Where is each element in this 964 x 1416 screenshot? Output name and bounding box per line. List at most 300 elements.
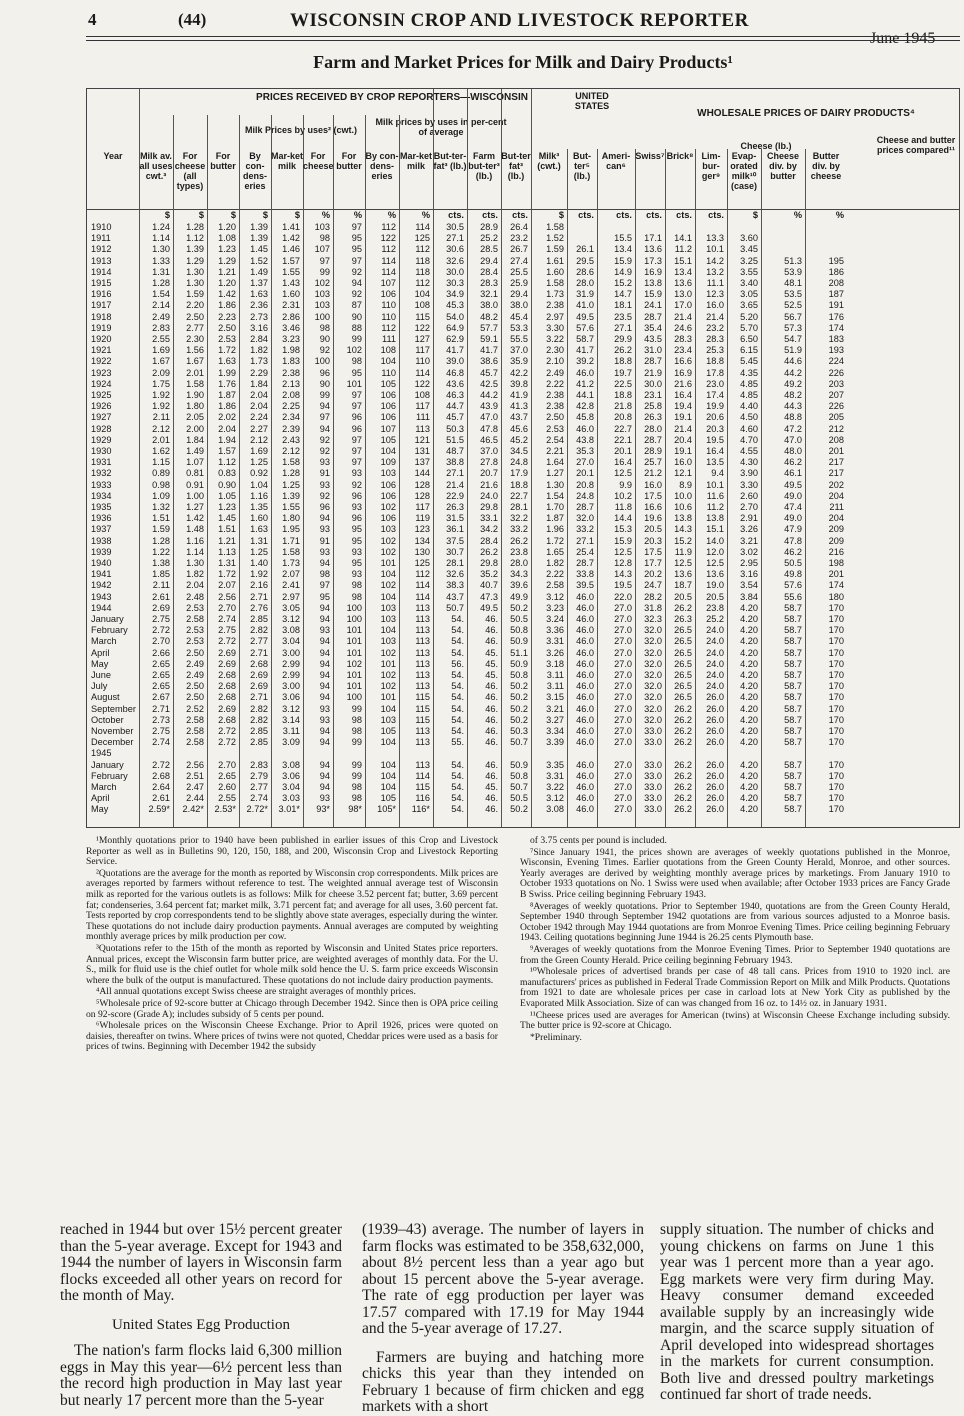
- table-cell: 109: [380, 457, 396, 468]
- table-cell: 183: [828, 334, 844, 344]
- table-cell: 2.56: [186, 759, 204, 770]
- header-divider: [531, 89, 532, 209]
- table-cell: 33.0: [644, 737, 662, 748]
- table-row: [87, 704, 959, 714]
- table-cell: 131: [414, 446, 430, 456]
- table-cell: 1.28: [152, 535, 170, 546]
- table-cell: 16.4: [674, 390, 692, 400]
- table-cell: 26.5: [674, 647, 692, 658]
- table-cell: 2.73: [152, 714, 170, 725]
- row-label: 1912: [91, 244, 112, 255]
- table-cell: 6.15: [740, 345, 758, 356]
- table-row: [87, 379, 959, 389]
- table-cell: 9.9: [619, 479, 632, 490]
- table-cell: 170: [828, 658, 844, 669]
- table-cell: 94: [319, 770, 330, 781]
- table-cell: 98: [351, 580, 362, 591]
- table-cell: 39.5: [576, 580, 594, 591]
- table-cell: 20.2: [644, 569, 662, 580]
- table-cell: 1.42: [218, 289, 236, 300]
- table-cell: 44.1: [576, 390, 594, 400]
- table-cell: 32.6: [446, 569, 464, 580]
- column-header: Brick⁸: [666, 151, 694, 161]
- table-cell: 33.0: [644, 782, 662, 792]
- table-cell: 53.5: [784, 289, 802, 300]
- table-cell: 17.1: [644, 233, 662, 244]
- table-cell: 47.8: [480, 423, 498, 434]
- table-cell: 1.62: [152, 446, 170, 456]
- table-cell: 170: [828, 804, 844, 815]
- table-cell: 26.2: [674, 726, 692, 736]
- table-cell: 2.55: [152, 334, 170, 344]
- table-cell: 3.54: [740, 580, 758, 591]
- row-label: 1934: [91, 490, 112, 501]
- row-label: 1927: [91, 412, 112, 423]
- table-cell: 1.28: [186, 222, 204, 232]
- table-cell: 26.2: [674, 703, 692, 714]
- table-cell: 97: [351, 255, 362, 266]
- row-label: February: [91, 625, 128, 636]
- column-header: Butter div. by cheese: [810, 151, 842, 181]
- table-cell: 101: [346, 647, 362, 658]
- table-cell: 32.0: [644, 670, 662, 680]
- table-cell: 2.60: [740, 490, 758, 501]
- table-cell: 3.23: [546, 602, 564, 613]
- table-cell: 35.9: [510, 356, 528, 367]
- table-cell: 123: [414, 524, 430, 535]
- table-row: [87, 614, 959, 624]
- table-cell: 27.0: [614, 737, 632, 748]
- table-cell: 27.4: [510, 255, 528, 266]
- table-row: [87, 558, 959, 568]
- table-cell: 21.4: [706, 311, 724, 322]
- table-cell: 19.0: [706, 580, 724, 591]
- table-cell: 106: [380, 390, 396, 400]
- table-cell: 24.0: [706, 670, 724, 680]
- table-row: [87, 659, 959, 669]
- table-cell: 0.91: [186, 479, 204, 490]
- table-cell: 1.82: [186, 569, 204, 580]
- table-cell: 46.0: [576, 647, 594, 658]
- publication-title: WISCONSIN CROP AND LIVESTOCK REPORTER: [290, 10, 749, 31]
- table-cell: 1.58: [546, 278, 564, 288]
- table-cell: 2.67: [152, 692, 170, 703]
- column-header: By con-dens-eries: [365, 151, 399, 181]
- table-cell: 58.7: [784, 602, 802, 613]
- table-cell: 50.5: [510, 793, 528, 804]
- table-cell: 1.29: [186, 255, 204, 266]
- table-cell: 3.11: [546, 670, 564, 680]
- header-divider: [467, 89, 468, 209]
- table-cell: 26.2: [614, 345, 632, 356]
- table-cell: 1.16: [250, 490, 268, 501]
- table-cell: 1.72: [546, 535, 564, 546]
- table-cell: 1.30: [186, 266, 204, 277]
- table-cell: 226: [828, 401, 844, 412]
- table-cell: 2.82: [250, 625, 268, 636]
- table-cell: 49.9: [510, 591, 528, 602]
- table-cell: 3.05: [740, 289, 758, 300]
- table-cell: 54.: [451, 614, 464, 624]
- table-cell: 2.43: [282, 434, 300, 445]
- table-cell: 18.1: [614, 300, 632, 311]
- table-cell: 34.5: [510, 446, 528, 456]
- row-label: May: [91, 658, 109, 669]
- table-cell: 2.77: [250, 636, 268, 647]
- table-cell: 27.0: [614, 636, 632, 647]
- table-cell: 122: [414, 322, 430, 333]
- table-cell: 2.64: [152, 782, 170, 792]
- table-cell: 1.59: [152, 524, 170, 535]
- table-cell: 1.85: [152, 569, 170, 580]
- table-cell: 1.31: [152, 266, 170, 277]
- table-cell: 114: [381, 266, 396, 277]
- table-cell: 29.4: [480, 255, 498, 266]
- table-cell: 102: [380, 681, 396, 692]
- table-cell: 4.35: [740, 367, 758, 378]
- table-cell: 47.2: [784, 423, 802, 434]
- table-cell: 94: [319, 670, 330, 680]
- table-cell: 1.60: [282, 289, 300, 300]
- table-cell: 191: [828, 300, 844, 311]
- table-cell: 115: [415, 692, 430, 703]
- table-cell: 97: [319, 255, 330, 266]
- table-cell: 2.53: [186, 625, 204, 636]
- table-cell: 2.99: [282, 670, 300, 680]
- table-row: [87, 244, 959, 254]
- table-cell: 58.7: [784, 726, 802, 736]
- table-cell: 2.01: [152, 434, 170, 445]
- table-cell: 2.10: [546, 356, 564, 367]
- table-cell: 57.7: [480, 322, 498, 333]
- unit-cell: %: [387, 210, 396, 220]
- table-cell: 201: [828, 569, 844, 580]
- table-cell: 19.1: [674, 446, 692, 456]
- table-cell: 4.20: [740, 658, 758, 669]
- table-cell: 2.11: [152, 412, 170, 423]
- table-cell: 24.0: [706, 658, 724, 669]
- header-divider: [139, 89, 140, 209]
- table-cell: 1.28: [152, 278, 170, 288]
- table-cell: 54.: [451, 782, 464, 792]
- row-label: March: [91, 636, 117, 647]
- table-cell: 2.70: [740, 502, 758, 512]
- footnotes-right: [520, 836, 950, 1044]
- table-cell: 32.0: [644, 636, 662, 647]
- table-cell: 10.1: [706, 244, 724, 255]
- table-cell: 0.81: [186, 468, 204, 479]
- table-cell: 97: [351, 390, 362, 400]
- table-cell: 208: [828, 434, 844, 445]
- table-cell: 13.5: [706, 457, 724, 468]
- table-row: [87, 524, 959, 534]
- table-cell: 10.1: [706, 479, 724, 490]
- unit-cell: $: [558, 210, 564, 220]
- table-cell: 12.1: [674, 468, 692, 479]
- table-cell: 26.5: [674, 670, 692, 680]
- table-cell: 117: [415, 345, 430, 356]
- table-cell: 54.: [451, 714, 464, 725]
- table-cell: 3.23: [282, 334, 300, 344]
- table-cell: 1.61: [546, 255, 564, 266]
- table-cell: 2.55: [218, 793, 236, 804]
- table-cell: 170: [828, 793, 844, 804]
- row-label: 1940: [91, 558, 112, 568]
- table-cell: 28.9: [644, 446, 662, 456]
- table-cell: 2.49: [186, 658, 204, 669]
- table-cell: 216: [828, 546, 844, 557]
- table-cell: 26.2: [674, 714, 692, 725]
- table-cell: 108: [414, 300, 430, 311]
- table-cell: 0.89: [152, 468, 170, 479]
- table-cell: 134: [414, 535, 430, 546]
- table-cell: 114: [415, 580, 430, 591]
- table-cell: 32.3: [644, 614, 662, 624]
- table-cell: 114: [415, 770, 430, 781]
- table-cell: 90: [319, 378, 330, 389]
- table-cell: 18.8: [510, 479, 528, 490]
- table-cell: 15.1: [706, 524, 724, 535]
- table-cell: 108: [380, 345, 396, 356]
- table-cell: 1.86: [218, 300, 236, 311]
- table-cell: 4.20: [740, 726, 758, 736]
- table-cell: 2.71: [250, 591, 268, 602]
- table-cell: 30.7: [446, 546, 464, 557]
- table-cell: 104: [380, 356, 396, 367]
- table-cell: 96: [319, 502, 330, 512]
- table-cell: 3.06: [282, 770, 300, 781]
- table-cell: 92: [351, 289, 362, 300]
- table-cell: 49.5: [784, 479, 802, 490]
- table-cell: 50.2: [510, 602, 528, 613]
- table-cell: 27.8: [480, 457, 498, 468]
- unit-cell: $: [164, 210, 170, 220]
- row-label: April: [91, 647, 110, 658]
- table-cell: 3.30: [740, 479, 758, 490]
- table-cell: 1.72: [218, 569, 236, 580]
- table-row: [87, 782, 959, 792]
- group-header-milk-by-uses: Milk Prices by uses² (cwt.): [244, 125, 358, 135]
- table-cell: 174: [828, 322, 844, 333]
- table-cell: 3.14: [282, 714, 300, 725]
- table-cell: 94: [319, 681, 330, 692]
- table-cell: 55.: [451, 737, 464, 748]
- table-cell: 95: [351, 558, 362, 568]
- column-header: Lim-bur-ger⁹: [701, 151, 721, 181]
- table-cell: 94: [319, 513, 330, 524]
- table-cell: 103: [314, 222, 330, 232]
- table-cell: 1.92: [250, 569, 268, 580]
- table-cell: 46.0: [576, 714, 594, 725]
- table-cell: 3.30: [546, 322, 564, 333]
- unit-cell: %: [835, 210, 844, 220]
- table-cell: 2.31: [282, 300, 300, 311]
- table-cell: 22.9: [446, 490, 464, 501]
- table-cell: 15.9: [614, 255, 632, 266]
- table-cell: 94: [319, 759, 330, 770]
- row-label: 1938: [91, 535, 112, 546]
- table-cell: 16.0: [644, 479, 662, 490]
- table-cell: 27.0: [614, 602, 632, 613]
- table-cell: 170: [828, 647, 844, 658]
- unit-cell: cts.: [448, 210, 464, 220]
- table-cell: 28.0: [644, 423, 662, 434]
- table-cell: 46.0: [576, 670, 594, 680]
- footnote: of 3.75 cents per pound is included.: [530, 835, 667, 846]
- table-cell: 32.1: [480, 289, 498, 300]
- table-cell: 106: [380, 479, 396, 490]
- table-cell: 1.95: [282, 524, 300, 535]
- table-cell: 26.0: [706, 692, 724, 703]
- table-cell: 104: [414, 289, 430, 300]
- table-cell: 44.7: [446, 401, 464, 412]
- table-cell: 11.1: [706, 278, 724, 288]
- footnote: ¹¹Cheese prices used are averages for American (twins) at Wisconsin Cheese Exchange including subsidy. The butter price is 92-score at Chicago.: [520, 1009, 950, 1032]
- table-cell: 1.39: [186, 244, 204, 255]
- table-cell: 2.69: [218, 647, 236, 658]
- table-cell: 3.26: [740, 524, 758, 535]
- table-cell: 1.12: [186, 233, 204, 244]
- table-cell: 3.00: [282, 681, 300, 692]
- table-cell: 27.0: [614, 614, 632, 624]
- table-row: [87, 726, 959, 736]
- table-cell: 3.35: [546, 759, 564, 770]
- table-cell: 1.13: [218, 546, 236, 557]
- table-cell: 49.5: [576, 311, 594, 322]
- table-cell: 33.2: [510, 524, 528, 535]
- table-cell: 217: [828, 457, 844, 468]
- table-cell: 92: [319, 490, 330, 501]
- table-cell: 2.85: [250, 726, 268, 736]
- table-cell: 28.7: [576, 558, 594, 568]
- table-cell: 98: [351, 356, 362, 367]
- table-cell: 4.60: [740, 423, 758, 434]
- table-cell: 23.5: [614, 311, 632, 322]
- table-cell: 2.42*: [182, 804, 204, 815]
- table-cell: 19.6: [644, 513, 662, 524]
- table-cell: 170: [828, 726, 844, 736]
- article-paragraph: Farmers are buying and hatching more chicks this year than they intended on February 1 because of firm chicken and egg markets with a short: [362, 1348, 644, 1415]
- table-cell: 2.72: [152, 759, 170, 770]
- table-row: [87, 300, 959, 310]
- table-cell: 14.9: [614, 266, 632, 277]
- table-cell: 2.77: [186, 322, 204, 333]
- table-cell: 1.35: [250, 502, 268, 512]
- table-cell: 1.40: [250, 558, 268, 568]
- table-row: [87, 771, 959, 781]
- table-cell: 24.8: [576, 490, 594, 501]
- table-cell: 1.24: [152, 222, 170, 232]
- table-cell: 226: [828, 367, 844, 378]
- table-cell: 2.82: [250, 703, 268, 714]
- table-cell: 107: [380, 278, 396, 288]
- table-cell: 1.15: [152, 457, 170, 468]
- table-cell: 1.21: [218, 266, 236, 277]
- table-cell: 1.48: [186, 524, 204, 535]
- table-cell: 2.72: [152, 625, 170, 636]
- table-cell: 27.0: [614, 804, 632, 815]
- table-cell: 1.84: [250, 378, 268, 389]
- table-cell: 26.0: [706, 759, 724, 770]
- table-cell: 16.6: [674, 356, 692, 367]
- table-cell: 50.3: [446, 423, 464, 434]
- table-cell: 11.8: [614, 502, 632, 512]
- table-cell: 1.69: [250, 446, 268, 456]
- table-cell: 114: [415, 591, 430, 602]
- table-cell: 46.0: [576, 703, 594, 714]
- table-cell: 1.12: [218, 457, 236, 468]
- table-cell: 93: [319, 479, 330, 490]
- table-cell: 46.: [485, 804, 498, 815]
- table-cell: 99: [319, 390, 330, 400]
- table-row: [87, 793, 959, 803]
- table-cell: 170: [828, 602, 844, 613]
- table-cell: 5.70: [740, 322, 758, 333]
- table-cell: 1.58: [282, 457, 300, 468]
- table-cell: 224: [828, 356, 844, 367]
- table-row: [87, 491, 959, 501]
- unit-cell: $: [752, 210, 758, 220]
- table-cell: 56.7: [784, 311, 802, 322]
- table-cell: 30.0: [644, 378, 662, 389]
- table-row: [87, 692, 959, 702]
- table-cell: 27.0: [576, 457, 594, 468]
- table-cell: 2.68: [218, 670, 236, 680]
- table-cell: 2.56: [218, 591, 236, 602]
- table-cell: 26.2: [674, 602, 692, 613]
- table-cell: 28.0: [576, 278, 594, 288]
- table-cell: 3.84: [740, 591, 758, 602]
- table-cell: 2.53: [186, 602, 204, 613]
- table-cell: 26.2: [674, 782, 692, 792]
- table-cell: 12.8: [614, 558, 632, 568]
- table-cell: 1.57: [218, 446, 236, 456]
- table-cell: 1.21: [218, 535, 236, 546]
- table-cell: 58.7: [784, 614, 802, 624]
- table-cell: 112: [415, 278, 430, 288]
- table-cell: 3.12: [282, 614, 300, 624]
- table-cell: 39.0: [446, 356, 464, 367]
- table-cell: 111: [382, 334, 396, 344]
- table-cell: 1.69: [152, 345, 170, 356]
- table-row: [87, 390, 959, 400]
- table-cell: 41.7: [446, 345, 464, 356]
- table-cell: 33.0: [644, 726, 662, 736]
- table-cell: 33.2: [576, 524, 594, 535]
- table-cell: 94: [351, 278, 362, 288]
- table-cell: 93: [319, 524, 330, 535]
- footnote: ⁵Wholesale price of 92-score butter at Chicago through December 1942. Since then is OPA price ceiling on 92-score (Grade A); includes subsidy of 5 cents per pound.: [86, 997, 498, 1020]
- table-cell: 12.5: [614, 546, 632, 557]
- footnote: ⁶Wholesale prices on the Wisconsin Cheese Exchange. Prior to April 1926, prices were quoted on daisies, thereafter on twins. Where prices of twins were not quoted, Cheddar prices were used as a basis for prices of twins. Beginning with December 1942 the subsidy: [86, 1020, 498, 1053]
- table-cell: 1.46: [282, 244, 300, 255]
- table-row: [87, 267, 959, 277]
- table-cell: 45.: [485, 647, 498, 658]
- unit-cell: %: [321, 210, 330, 220]
- table-cell: 99: [351, 334, 362, 344]
- table-cell: 4.70: [740, 434, 758, 445]
- table-cell: 12.5: [706, 558, 724, 568]
- table-cell: 96: [319, 367, 330, 378]
- table-cell: 111: [416, 412, 430, 423]
- table-cell: 1.55: [282, 266, 300, 277]
- table-cell: 113: [415, 647, 430, 658]
- table-cell: 50.7: [510, 782, 528, 792]
- group-header-cheese: Cheese (lb.): [740, 141, 792, 151]
- column-header: For butter: [336, 151, 362, 171]
- table-cell: 93: [319, 793, 330, 804]
- table-cell: 98*: [348, 804, 362, 815]
